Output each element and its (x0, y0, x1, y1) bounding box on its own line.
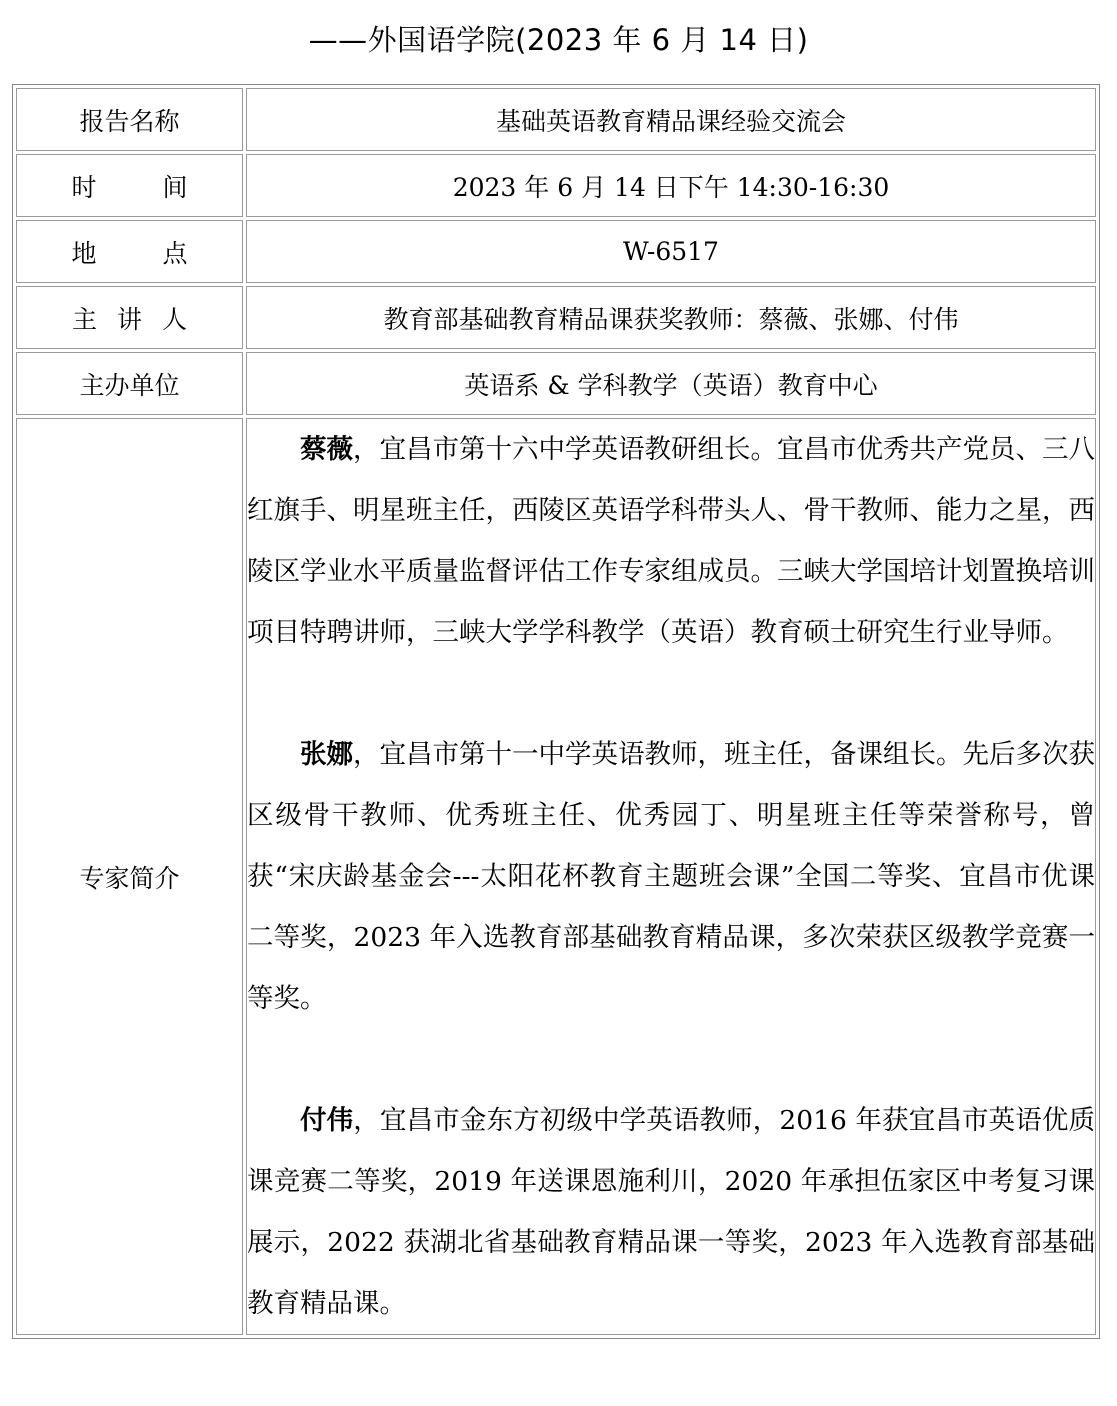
row-label-time (16, 154, 254, 217)
expert-bio (247, 1090, 1095, 1334)
info-table (12, 84, 1100, 1339)
table-row (16, 286, 1096, 349)
expert-bio-text: ，宜昌市第十一中学英语教师，班主任，备课组长。先后多次获区级骨干教师、优秀班主任、优秀园丁、明星班主任等荣誉称号，曾获“宋庆龄基金会---太阳花杯教育主题班会课”全国二等奖、宜昌市优课二等奖，2023 年入选教育部基础教育精品课，多次荣获区级教学竞赛一等奖。 (247, 739, 1095, 1014)
row-label-experts (16, 418, 243, 1335)
table-row (16, 154, 1096, 217)
expert-bio (247, 419, 1095, 663)
table-row (16, 418, 1096, 1335)
expert-name: 蔡薇 (300, 434, 353, 465)
expert-bio (247, 724, 1095, 1029)
expert-bio-text: ，宜昌市第十六中学英语教研组长。宜昌市优秀共产党员、三八红旗手、明星班主任，西陵区英语学科带头人、骨干教师、能力之星，西陵区学业水平质量监督评估工作专家组成员。三峡大学国培计划置换培训项目特聘讲师，三峡大学学科教学（英语）教育硕士研究生行业导师。 (247, 434, 1095, 648)
label-text: 报告名称 (79, 106, 180, 136)
row-label-location (16, 220, 254, 283)
label-text: 地点 (71, 238, 254, 268)
expert-bios (246, 418, 1096, 1335)
table-row (16, 88, 1096, 151)
row-value-time: 2023 年 6 月 14 日下午 14:30-16:30 (246, 154, 1096, 217)
row-value-speaker: 教育部基础教育精品课获奖教师：蔡薇、张娜、付伟 (246, 286, 1096, 349)
label-text: 主讲人 (71, 304, 207, 334)
table-row (16, 352, 1096, 415)
page-title: ——外国语学院(2023 年 6 月 14 日) (308, 23, 809, 57)
row-label-speaker (16, 286, 243, 349)
label-text: 专家简介 (79, 863, 180, 893)
row-value-location: W-6517 (246, 220, 1096, 283)
row-label-report-name (16, 88, 243, 151)
expert-bio-text: ，宜昌市金东方初级中学英语教师，2016 年获宜昌市英语优质课竞赛二等奖，2019 年送课恩施利川，2020 年承担伍家区中考复习课展示，2022 获湖北省基础教育精品课一等奖，2023 年入选教育部基础教育精品课。 (247, 1105, 1096, 1319)
label-text: 时间 (71, 172, 254, 202)
row-value-organizer: 英语系 & 学科教学（英语）教育中心 (246, 352, 1096, 415)
expert-name: 张娜 (300, 739, 353, 770)
row-label-organizer (16, 352, 243, 415)
row-value-report-name: 基础英语教育精品课经验交流会 (246, 88, 1096, 151)
table-row (16, 220, 1096, 283)
label-text: 主办单位 (79, 370, 180, 400)
expert-name: 付伟 (300, 1105, 354, 1136)
